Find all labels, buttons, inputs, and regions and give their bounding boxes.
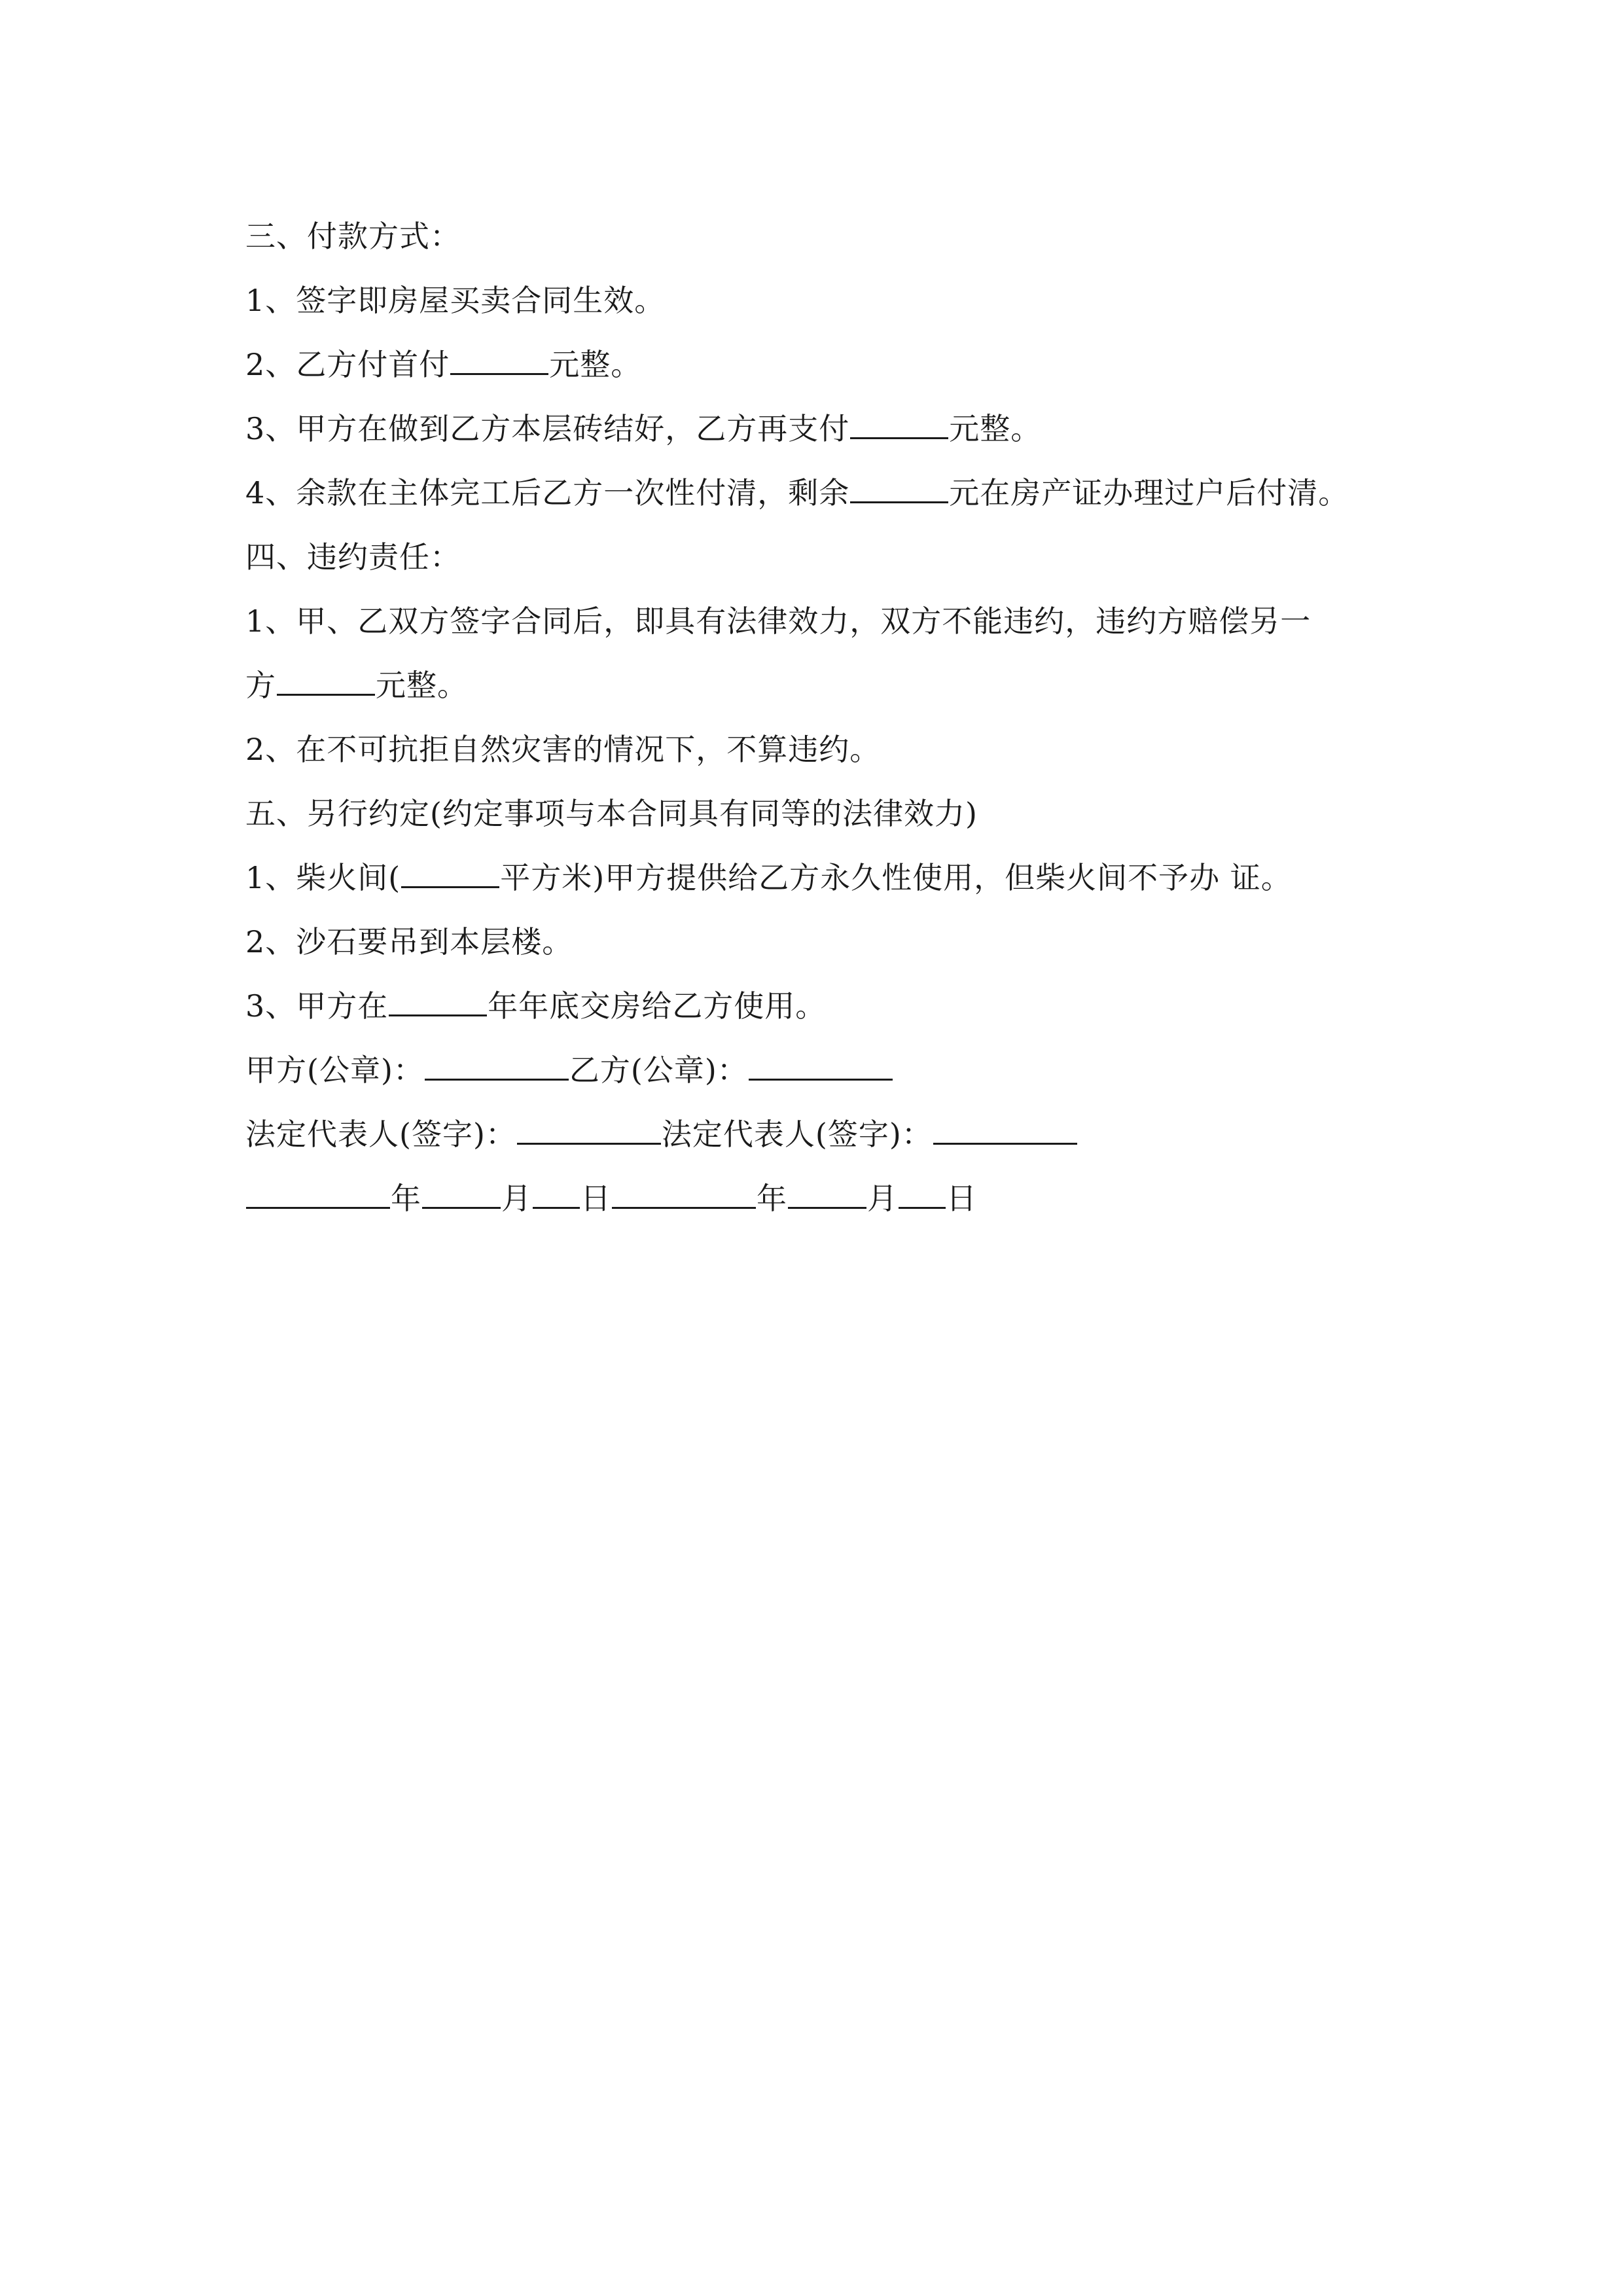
contract-body xyxy=(245,204,1423,1230)
down-payment-blank[interactable] xyxy=(450,347,548,375)
handover-year-blank[interactable] xyxy=(389,988,487,1016)
date-b-year-blank[interactable] xyxy=(612,1181,756,1209)
liability-item-1-cont: 方 元整。 xyxy=(245,668,468,703)
other-item-3: 3、甲方在 年年底交房给乙方使用。 xyxy=(245,988,827,1024)
compensation-blank[interactable] xyxy=(277,668,375,696)
section-other-heading: 五、另行约定(约定事项与本合同具有同等的法律效力) xyxy=(245,796,978,831)
rep-b-signature-blank[interactable] xyxy=(933,1117,1077,1145)
rep-a-signature-blank[interactable] xyxy=(517,1117,661,1145)
payment-item-4: 4、余款在主体完工后乙方一次性付清，剩余 元在房产证办理过户后付清。 xyxy=(245,475,1349,511)
liability-item-2: 2、在不可抗拒自然灾害的情况下，不算违约。 xyxy=(245,732,881,767)
seal-line: 甲方(公章)： 乙方(公章)： xyxy=(245,1038,1423,1102)
other-item-2: 2、沙石要吊到本层楼。 xyxy=(245,924,573,960)
remaining-amount-blank[interactable] xyxy=(850,475,948,503)
payment-item-3: 3、甲方在做到乙方本层砖结好，乙方再支付 元整。 xyxy=(245,411,1042,446)
section-payment-heading: 三、付款方式： xyxy=(245,219,461,254)
liability-item-1: 1、甲、乙双方签字合同后，即具有法律效力，双方不能违约，违约方赔偿另一 xyxy=(245,603,1311,639)
payment-item-1: 1、签字即房屋买卖合同生效。 xyxy=(245,283,666,318)
area-blank[interactable] xyxy=(401,860,499,888)
date-b-month-blank[interactable] xyxy=(788,1181,866,1209)
date-a-day-blank[interactable] xyxy=(533,1181,580,1209)
representative-line: 法定代表人(签字)： 法定代表人(签字)： xyxy=(245,1102,1423,1166)
second-payment-blank[interactable] xyxy=(850,411,948,439)
date-b-day-blank[interactable] xyxy=(899,1181,946,1209)
payment-item-2: 2、乙方付首付 元整。 xyxy=(245,347,642,382)
date-a-year-blank[interactable] xyxy=(246,1181,390,1209)
party-a-seal-blank[interactable] xyxy=(425,1052,569,1081)
other-item-1: 1、柴火间( 平方米)甲方提供给乙方永久性使用，但柴火间不予办 证。 xyxy=(245,860,1292,895)
party-b-seal-blank[interactable] xyxy=(749,1052,893,1081)
section-liability-heading: 四、违约责任： xyxy=(245,539,461,575)
date-line: 年 月 日 年 月 日 xyxy=(245,1166,1423,1230)
date-a-month-blank[interactable] xyxy=(422,1181,501,1209)
